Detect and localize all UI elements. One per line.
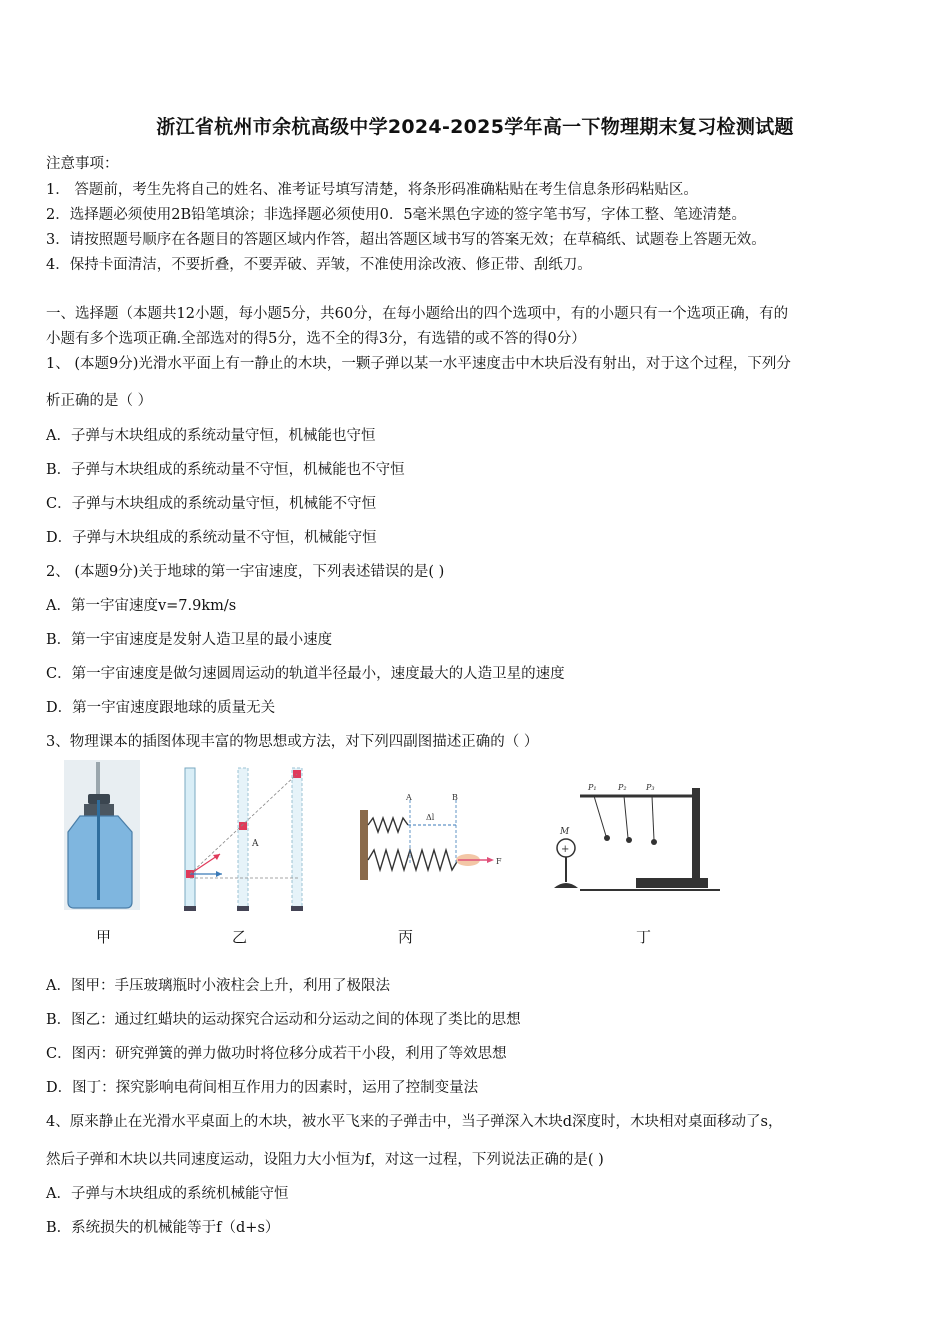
question-2-stem: 2、 (本题9分)关于地球的第一宇宙速度，下列表述错误的是( ): [46, 564, 445, 580]
question-2-option-c: C．第一宇宙速度是做匀速圆周运动的轨道半径最小，速度最大的人造卫星的速度: [46, 666, 565, 682]
notice-item: 2．选择题必须使用2B铅笔填涂；非选择题必须使用0．5毫米黑色字迹的签字笔书写，字体工整、笔迹清楚。: [46, 207, 747, 223]
question-3-option-d: D．图丁：探究影响电荷间相互作用力的因素时，运用了控制变量法: [46, 1080, 479, 1096]
question-2-option-a: A．第一宇宙速度v=7.9km/s: [46, 598, 237, 614]
notice-item: 1． 答题前，考生先将自己的姓名、准考证号填写清楚，将条形码准确粘贴在考生信息条形码粘贴区。: [46, 182, 698, 198]
figure-bing-label-a: A: [406, 793, 412, 802]
page-title: 浙江省杭州市余杭高级中学2024-2025学年高一下物理期末复习检测试题: [156, 116, 794, 138]
notice-heading: 注意事项：: [46, 156, 119, 172]
question-3-option-c: C．图丙：研究弹簧的弹力做功时将位移分成若干小段，利用了等效思想: [46, 1046, 507, 1062]
question-1-stem-cont: 析正确的是（ ）: [46, 393, 153, 409]
question-1-stem: 1、 (本题9分)光滑水平面上有一静止的木块，一颗子弹以某一水平速度击中木块后没有射出，对于这个过程，下列分: [46, 356, 791, 372]
figure-ding-label-p3: P₃: [646, 783, 655, 792]
question-3-option-b: B．图乙：通过红蜡块的运动探究合运动和分运动之间的体现了类比的思想: [46, 1012, 521, 1028]
question-2-option-d: D．第一宇宙速度跟地球的质量无关: [46, 700, 276, 716]
figure-ding-label-p1: P₁: [588, 783, 597, 792]
question-1-option-d: D．子弹与木块组成的系统动量不守恒，机械能守恒: [46, 530, 377, 546]
figure-yi-label-a: A: [252, 839, 259, 849]
figure-ding-pendulums: [554, 783, 720, 890]
question-4-stem: 4、原来静止在光滑水平桌面上的木块，被水平飞来的子弹击中，当子弹深入木块d深度时，木块相对桌面移动了s，: [46, 1114, 783, 1130]
question-4-option-b: B．系统损失的机械能等于f（d+s）: [46, 1220, 280, 1236]
figure-caption-bing: 丙: [398, 928, 414, 946]
question-4-stem-cont: 然后子弹和木块以共同速度运动，设阻力大小恒为f，对这一过程，下列说法正确的是( ): [46, 1152, 604, 1168]
question-3-figures: [60, 760, 740, 950]
figure-bing-springs: [360, 793, 502, 880]
figure-caption-ding: 丁: [636, 928, 652, 946]
question-3-option-a: A．图甲：手压玻璃瓶时小液柱会上升，利用了极限法: [46, 978, 390, 994]
figure-caption-jia: 甲: [96, 928, 112, 946]
question-1-option-b: B．子弹与木块组成的系统动量不守恒，机械能也不守恒: [46, 462, 405, 478]
figure-caption-yi: 乙: [232, 928, 248, 946]
figure-ding-label-p2: P₂: [618, 783, 627, 792]
notice-item: 3．请按照题号顺序在各题目的答题区域内作答，超出答题区域书写的答案无效；在草稿纸、试题卷上答题无效。: [46, 232, 766, 248]
figure-jia-bottle: [64, 760, 140, 910]
svg-text:+: +: [561, 844, 570, 855]
figure-bing-label-dl: Δl: [426, 813, 435, 822]
section-heading-cont: 小题有多个选项正确.全部选对的得5分，选不全的得3分，有选错的或不答的得0分）: [46, 331, 586, 347]
figure-ding-label-m: M: [560, 827, 570, 837]
figure-bing-label-b: B: [452, 793, 458, 802]
question-4-option-a: A．子弹与木块组成的系统机械能守恒: [46, 1186, 289, 1202]
figure-yi-tubes: [184, 768, 303, 911]
question-2-option-b: B．第一宇宙速度是发射人造卫星的最小速度: [46, 632, 333, 648]
notice-item: 4．保持卡面清洁，不要折叠，不要弄破、弄皱，不准使用涂改液、修正带、刮纸刀。: [46, 257, 592, 273]
question-3-stem: 3、物理课本的插图体现丰富的物思想或方法，对下列四副图描述正确的（ ）: [46, 734, 539, 750]
question-1-option-a: A．子弹与木块组成的系统动量守恒，机械能也守恒: [46, 428, 376, 444]
figure-bing-label-f: F: [496, 857, 502, 866]
question-1-option-c: C．子弹与木块组成的系统动量守恒，机械能不守恒: [46, 496, 377, 512]
section-heading: 一、选择题（本题共12小题，每小题5分，共60分，在每小题给出的四个选项中，有的小题只有一个选项正确，有的: [46, 306, 789, 322]
